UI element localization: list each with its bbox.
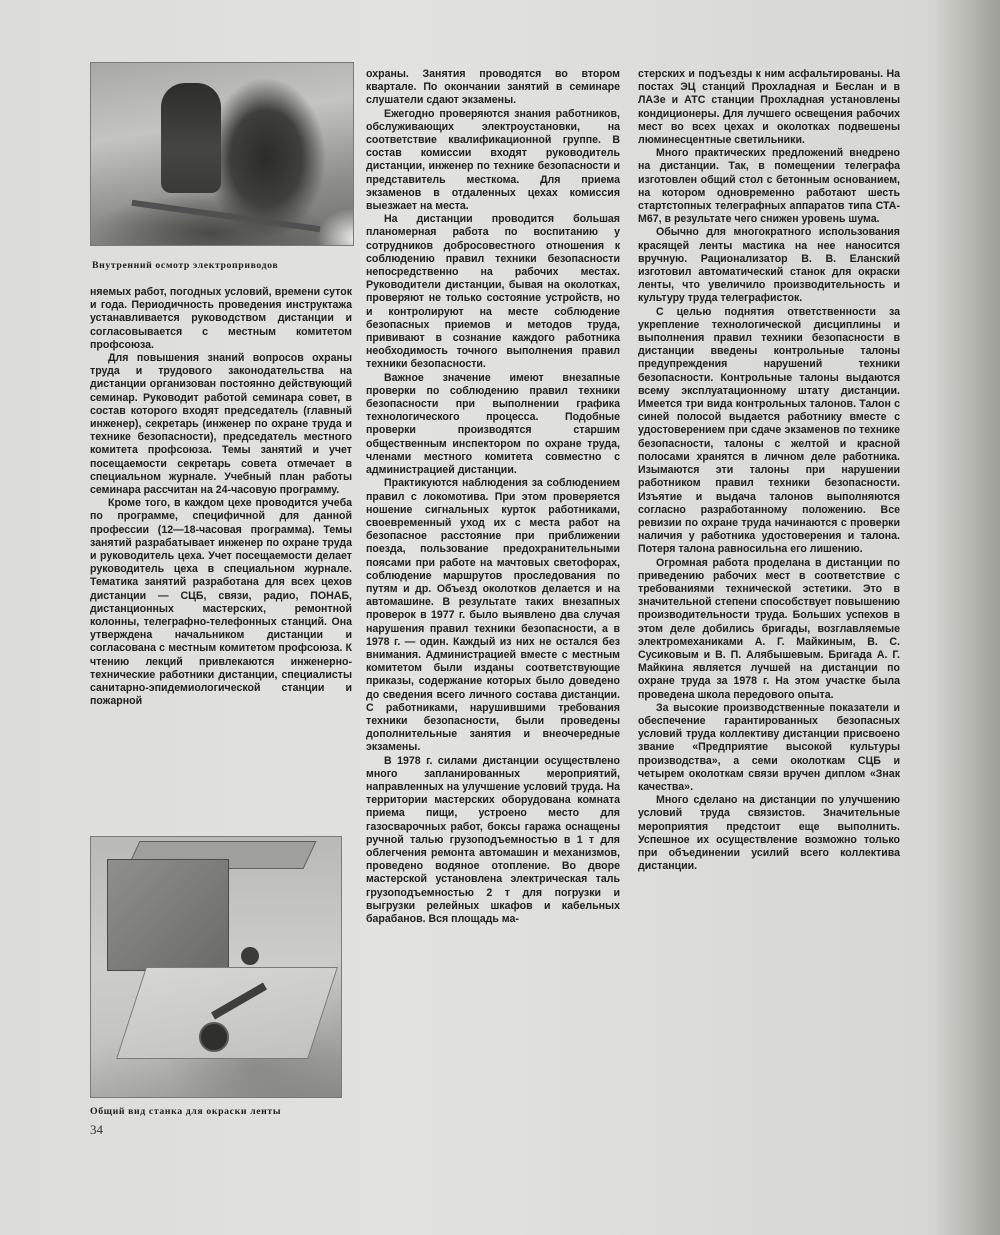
paragraph: Для повышения знаний вопросов охраны труда и трудового законодательства на дистанции организован постоянно действующий семинар. Руководит работой семинара совет, в состав которого входят председатель (главный инженер), секретарь (инженер по охране труда и технике безопасности), председатель местного комитета профсоюза. Темы занятий и учет посещаемости секретарь совета отмечает в специальном журнале. Учебный план работы семинара рассчитан на 24-часовую программу. [90, 352, 352, 497]
paragraph: Много сделано на дистанции по улучшению условий труда связистов. Значительные мероприятия предстоит еще выполнить. Успешное их осуществление возможно только при объединении усилий всего коллектива дистанции. [638, 794, 900, 873]
paragraph: Много практических предложений внедрено на дистанции. Так, в помещении телеграфа изготовлен общий стол с бетонным основанием, на котором одновременно работают шесть стартстопных телеграфных аппаратов типа СТА-М67, в результате чего снижен уровень шума. [638, 147, 900, 226]
paragraph: Кроме того, в каждом цехе проводится учеба по программе, специфичной для данной профессии (12—18-часовая программа). Темы занятий разрабатывает инженер по охране труда и руководитель цеха. Учет посещаемости делает руководитель цеха в специальном журнале. Тематика занятий разработана для всех цехов дистанции — СЦБ, связи, радио, ПОНАБ, дистанционных мастерских, ремонтной колонны, телеграфно-телефонных станций. Она утверждена начальником дистанции и согласована с местным комитетом профсоюза. К чтению лекций привлекаются инженерно-технические работники дистанции, специалисты санитарно-эпидемиологической станции и пожарной [90, 497, 352, 708]
photo2-caption: Общий вид станка для окраски ленты [90, 1106, 282, 1117]
page-edge-shadow [938, 0, 1000, 1235]
photo1-caption: Внутренний осмотр электроприводов [92, 260, 279, 271]
paragraph: Обычно для многократного использования красящей ленты мастика на нее наносится вручную. Рационализатор В. В. Еланский изготовил автоматический станок для окраски ленты, что увеличило производительность и культуру труда телеграфисток. [638, 226, 900, 305]
machine-housing [107, 859, 229, 971]
paragraph: стерских и подъезды к ним асфальтированы. На постах ЭЦ станций Прохладная и Беслан и в ЛАЗе и АТС станции Прохладная установлены кондиционеры. Для лучшего освещения рабочих мест во всех цехах и околотках подвешены люминесцентные светильники. [638, 68, 900, 147]
paragraph: Практикуются наблюдения за соблюдением правил с локомотива. При этом проверяется ношение сигнальных курток работниками, своевременный уход их с места работ на безопасное расстояние при приближении поезда, пользование предохранительными поясами при работе на мачтовых светофорах, соблюдение маршрутов проследования по путям и др. Объезд околотков делается и на автомашине. В результате таких внезапных проверок в 1977 г. было выявлено два случая нарушения правил техники безопасности, а в 1978 г. — один. Каждый из них не остался без внимания. Администрацией вместе с местным комитетом были изданы соответствующие приказы, содержание которых было доведено до сведения всего личного состава дистанции. С работниками, нарушившими требования техники безопасности, были проведены дополнительные занятия и внеочередные экзамены. [366, 477, 620, 754]
paragraph: охраны. Занятия проводятся во втором квартале. По окончании занятий в семинаре слушатели сдают экзамены. [366, 68, 620, 107]
photo-electric-drive-inspection [90, 62, 354, 246]
page-number: 34 [90, 1122, 103, 1137]
paragraph: В 1978 г. силами дистанции осуществлено много запланированных мероприятий, направленных на улучшение условий труда. На территории мастерских оборудована комната приема пищи, устроено место для газосварочных работ, боксы гаража оснащены ручной талью грузоподъемностью в 1 т для облегчения ремонта автомашин и механизмов, проведено водяное отопление. Во дворе мастерской установлена электрическая таль грузоподъемностью 2 т для погрузки и выгрузки релейных шкафов и кабельных барабанов. Вся площадь ма- [366, 754, 620, 925]
paragraph: За высокие производственные показатели и обеспечение гарантированных безопасных условий труда коллективу дистанции присвоено звание «Предприятие высокой культуры производства», а семи околоткам СЦБ и четырем околоткам связи вручен диплом «Знак качества». [638, 701, 900, 793]
photo-tape-coloring-machine [90, 836, 342, 1098]
text-column-3 [638, 68, 900, 873]
machine-base-plate [116, 967, 338, 1059]
equipment-shape [132, 200, 321, 232]
machine-wheel [241, 947, 259, 965]
text-column-2 [366, 68, 620, 926]
machine-wheel [199, 1022, 229, 1052]
text-column-1 [90, 286, 352, 709]
paragraph: Огромная работа проделана в дистанции по приведению рабочих мест в соответствие с требованиями технической эстетики. Это в значительной степени способствует повышению производительности труда. Больших успехов в этом деле добились бригады, возглавляемые электромеханиками А. Г. Майкиным, В. С. Сусиковым и В. П. Алябышевым. Бригада А. Г. Майкина является лучшей на дистанции по охране труда за 1978 г. На этом участке была проведена школа передового опыта. [638, 556, 900, 701]
paragraph: няемых работ, погодных условий, времени суток и года. Периодичность проведения инструктажа устанавливается руководством дистанции и согласовывается с местным комитетом профсоюза. [90, 286, 352, 351]
paragraph: Ежегодно проверяются знания работников, обслуживающих электроустановки, на соответствие квалификационной группе. В состав комиссии входят руководитель дистанции, инженер по технике безопасности и представитель месткома. Для приема экзаменов в отдаленных цехах комиссия выезжает на места. [366, 107, 620, 213]
worker-figure [161, 83, 221, 193]
paragraph: С целью поднятия ответственности за укрепление технологической дисциплины и выполнения правил техники безопасности в дистанции введены контрольные талоны предупреждения нарушений техники безопасности. Контрольные талоны выдаются всему эксплуатационному штату дистанции. Имеется три вида контрольных талонов. Талон с синей полосой выдается работнику вместе с удостоверением при сдаче экзаменов по технике безопасности, талоны с желтой и красной полосами хранятся в личном деле работника. Изымаются эти талоны при нарушении работником правил техники безопасности. Изъятие и выдача талонов выполняются согласно разработанному положению. Все ревизии по охране труда начинаются с проверки наличия у работника удостоверения и талона. Потеря талона равносильна его лишению. [638, 305, 900, 556]
paragraph: Важное значение имеют внезапные проверки по соблюдению правил техники безопасности при выполнении графика технологического процесса. Подобные проверки производятся старшим общественным инспектором по охране труда, членами местного комитета совместно с администрацией дистанции. [366, 371, 620, 477]
paragraph: На дистанции проводится большая планомерная работа по воспитанию у сотрудников добросовестного отношения к соблюдению правил техники безопасности непосредственно на рабочих местах. Руководители дистанции, бывая на околотках, проверяют не только состояние устройств, но и контролируют на месте соблюдение безопасных приемов и методов труда, прививают в сознание каждого работника необходимость точного выполнения правил техники безопасности. [366, 213, 620, 371]
